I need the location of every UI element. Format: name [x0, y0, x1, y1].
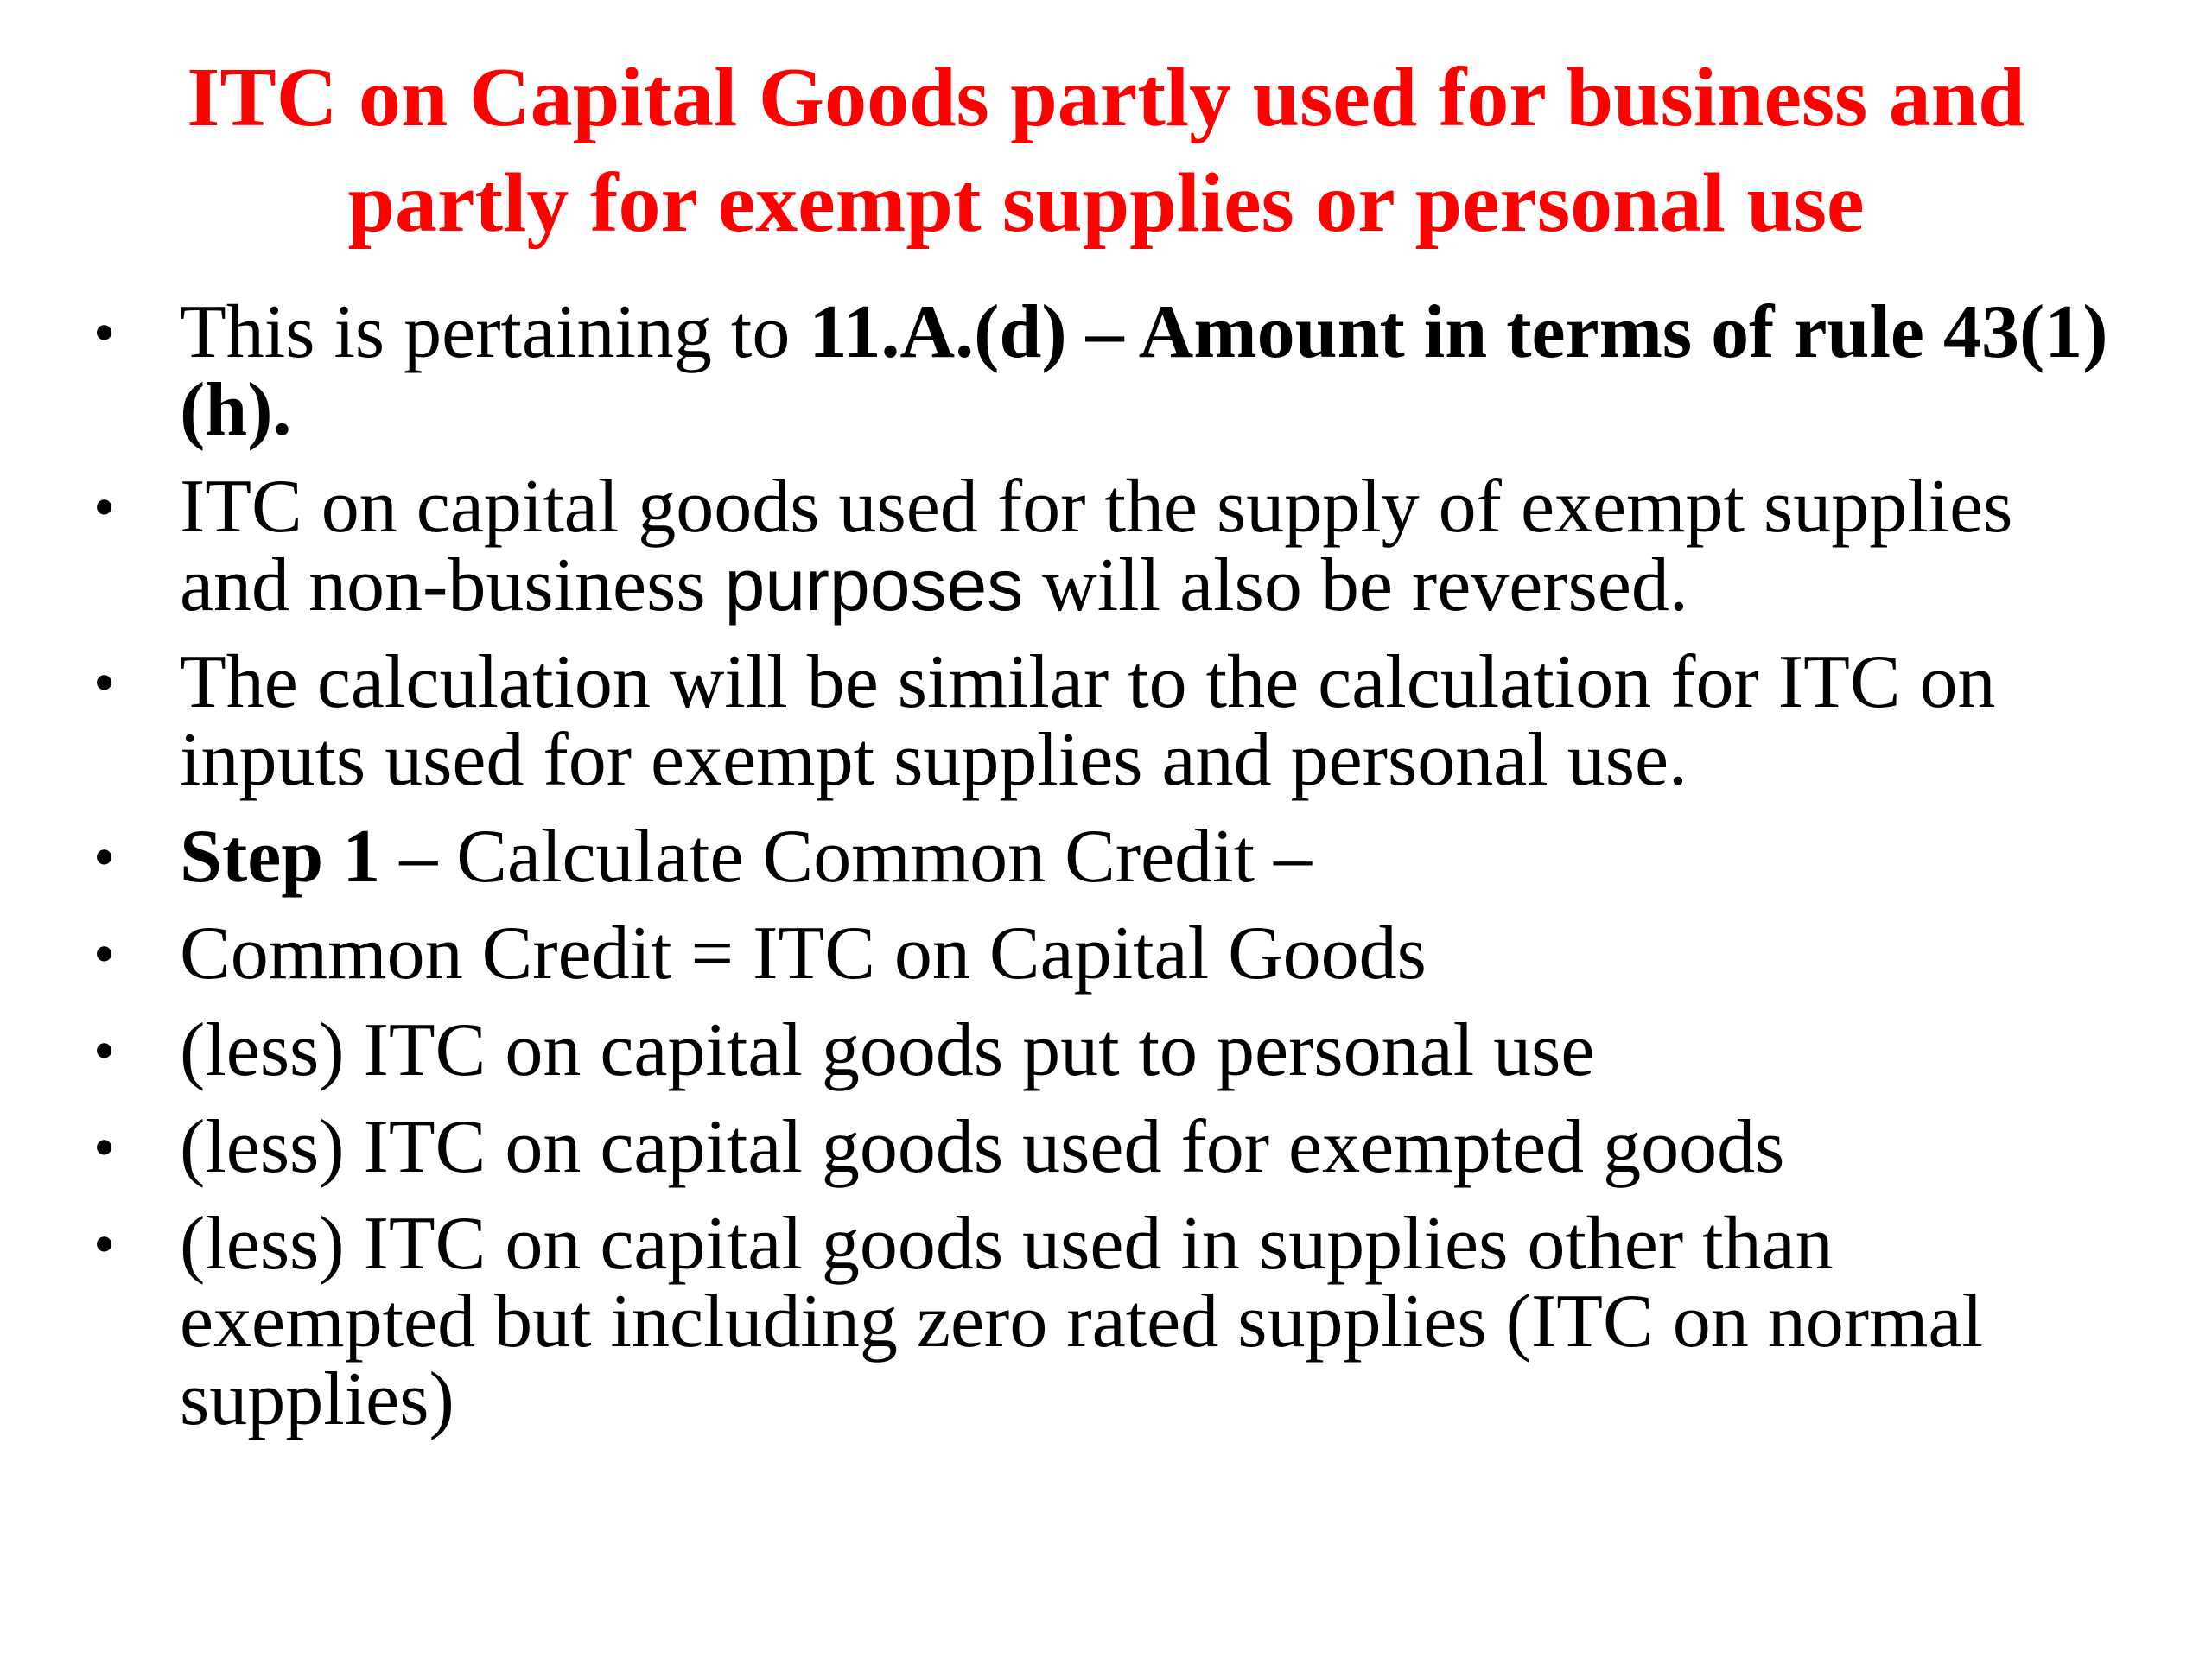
bullet-list [93, 290, 2115, 1458]
slide-title-line-1: ITC on Capital Goods partly used for business and [187, 51, 2025, 144]
bullet-dot-icon: • [93, 1016, 116, 1085]
bullet-text: The calculation will be similar to the calculation for ITC on inputs used for exempt supplies and personal use. [180, 640, 1996, 802]
bullet-text: will also be reversed. [1023, 543, 1688, 627]
bullet-item-calculation [93, 640, 2115, 802]
bullet-text: This is pertaining to [180, 290, 810, 374]
slide-title-line-2: partly for exempt supplies or personal use [347, 156, 1865, 250]
step-label: Step 1 [180, 815, 381, 899]
bullet-text: (less) ITC on capital goods put to personal use [180, 1008, 1595, 1092]
bullet-text-emphasis: purposes [724, 544, 1024, 626]
bullet-text: (less) ITC on capital goods used in supplies other than exempted but including zero rated supplies (ITC on normal supplies) [180, 1202, 1983, 1441]
rule-reference: 11.A.(d) – Amount in terms of rule 43(1)(h). [180, 290, 2108, 452]
bullet-dot-icon: • [93, 298, 116, 367]
bullet-item-reversal [93, 465, 2115, 627]
bullet-item-rule-reference [93, 290, 2115, 452]
bullet-dot-icon: • [93, 823, 116, 892]
slide-title [86, 45, 2126, 256]
bullet-dot-icon: • [93, 473, 116, 542]
bullet-dot-icon: • [93, 1210, 116, 1279]
bullet-item-personal-use [93, 1008, 2115, 1092]
bullet-text: Common Credit = ITC on Capital Goods [180, 912, 1427, 995]
bullet-text: – Calculate Common Credit – [380, 815, 1313, 899]
bullet-text: ITC on capital goods used for the supply of exempt supplies and non-business [180, 465, 2013, 627]
bullet-item-step-1 [93, 815, 2115, 899]
bullet-item-exempted-goods [93, 1105, 2115, 1189]
bullet-dot-icon: • [93, 648, 116, 717]
bullet-dot-icon: • [93, 1113, 116, 1182]
bullet-item-common-credit [93, 912, 2115, 995]
bullet-text: (less) ITC on capital goods used for exempted goods [180, 1105, 1785, 1189]
bullet-dot-icon: • [93, 919, 116, 988]
bullet-item-normal-supplies [93, 1202, 2115, 1441]
